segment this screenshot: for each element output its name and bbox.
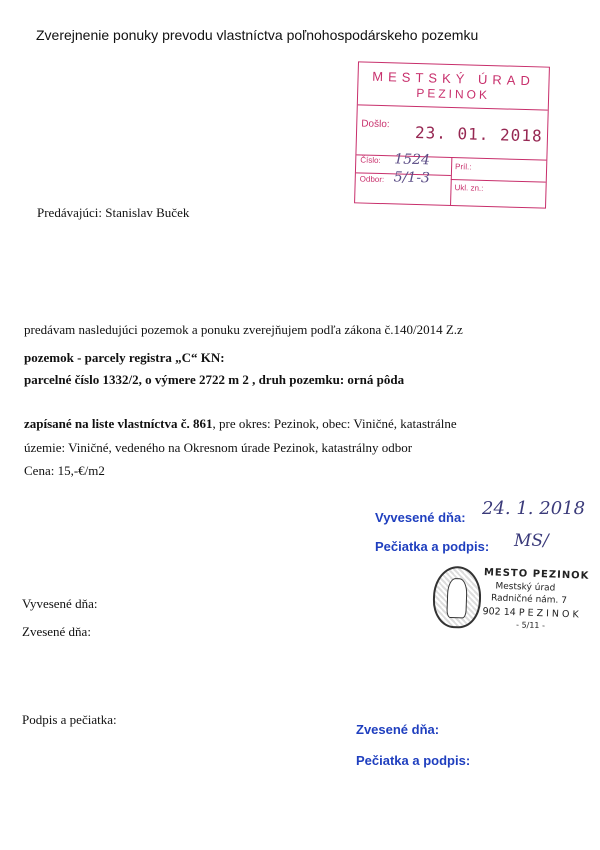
stamp-divider	[358, 104, 548, 110]
posted-label: Vyvesené dňa:	[22, 596, 98, 611]
received-date: 23. 01. 2018	[414, 122, 543, 146]
listing-rest: , pre okres: Pezinok, obec: Viničné, katastrálne	[212, 416, 457, 431]
signature-label: Podpis a pečiatka:	[22, 712, 117, 727]
city-stamp-line: MESTO PEZINOK	[483, 567, 590, 582]
department-label: Odbor:	[359, 174, 385, 185]
stamp-divider	[450, 157, 452, 205]
attachments-label: Príl.:	[454, 162, 472, 172]
seller: Predávajúci: Stanislav Buček	[37, 205, 190, 220]
number-label: Číslo:	[360, 155, 381, 166]
removed-label: Zvesené dňa:	[22, 624, 91, 639]
number-value: 1524	[394, 151, 431, 169]
listing-line-2: územie: Viničné, vedeného na Okresnom úrade Pezinok, katastrálny odbor	[24, 440, 413, 455]
city-stamp-line: - 5/11 -	[515, 620, 546, 631]
document-title: Zverejnenie ponuky prevodu vlastníctva poľnohospodárskeho pozemku	[36, 27, 479, 43]
stamp-divider	[451, 179, 546, 183]
intro-text: predávam nasledujúci pozemok a ponuku zverejňujem podľa zákona č.140/2014 Z.z	[24, 322, 463, 337]
department-value: 5/1-3	[393, 169, 431, 187]
file-label: Ukl. zn.:	[454, 183, 484, 193]
office-stamp-sign-label: Pečiatka a podpis:	[375, 539, 490, 554]
office-removed-stamp-sign-label: Pečiatka a podpis:	[356, 753, 471, 768]
city-stamp-line: Mestský úrad	[495, 581, 556, 594]
listing-bold: zapísané na liste vlastníctva č. 861	[24, 416, 213, 431]
city-office-stamp	[432, 563, 590, 634]
office-removed-label: Zvesené dňa:	[356, 722, 440, 737]
registry-stamp	[354, 61, 550, 208]
office-posted-label: Vyvesené dňa:	[375, 510, 466, 525]
listing-line-1	[24, 416, 457, 432]
registry-stamp-title: MESTSKÝ ÚRAD	[372, 68, 536, 89]
city-stamp-line: Radničné nám. 7	[490, 593, 568, 607]
parcel-line-1: pozemok - parcely registra „C“ KN:	[24, 350, 225, 365]
received-label: Došlo:	[361, 118, 390, 131]
registry-stamp-city: PEZINOK	[416, 85, 491, 103]
coat-of-arms-seal	[432, 565, 482, 629]
office-signature: MS/	[514, 531, 549, 551]
parcel-line-2: parcelné číslo 1332/2, o výmere 2722 m 2 , druh pozemku: orná pôda	[24, 372, 405, 387]
price: Cena: 15,-€/m2	[24, 463, 105, 478]
city-stamp-line: 902 14 P E Z I N O K	[482, 606, 579, 621]
seal-figure	[446, 578, 467, 619]
office-posted-value: 24. 1. 2018	[482, 498, 586, 519]
